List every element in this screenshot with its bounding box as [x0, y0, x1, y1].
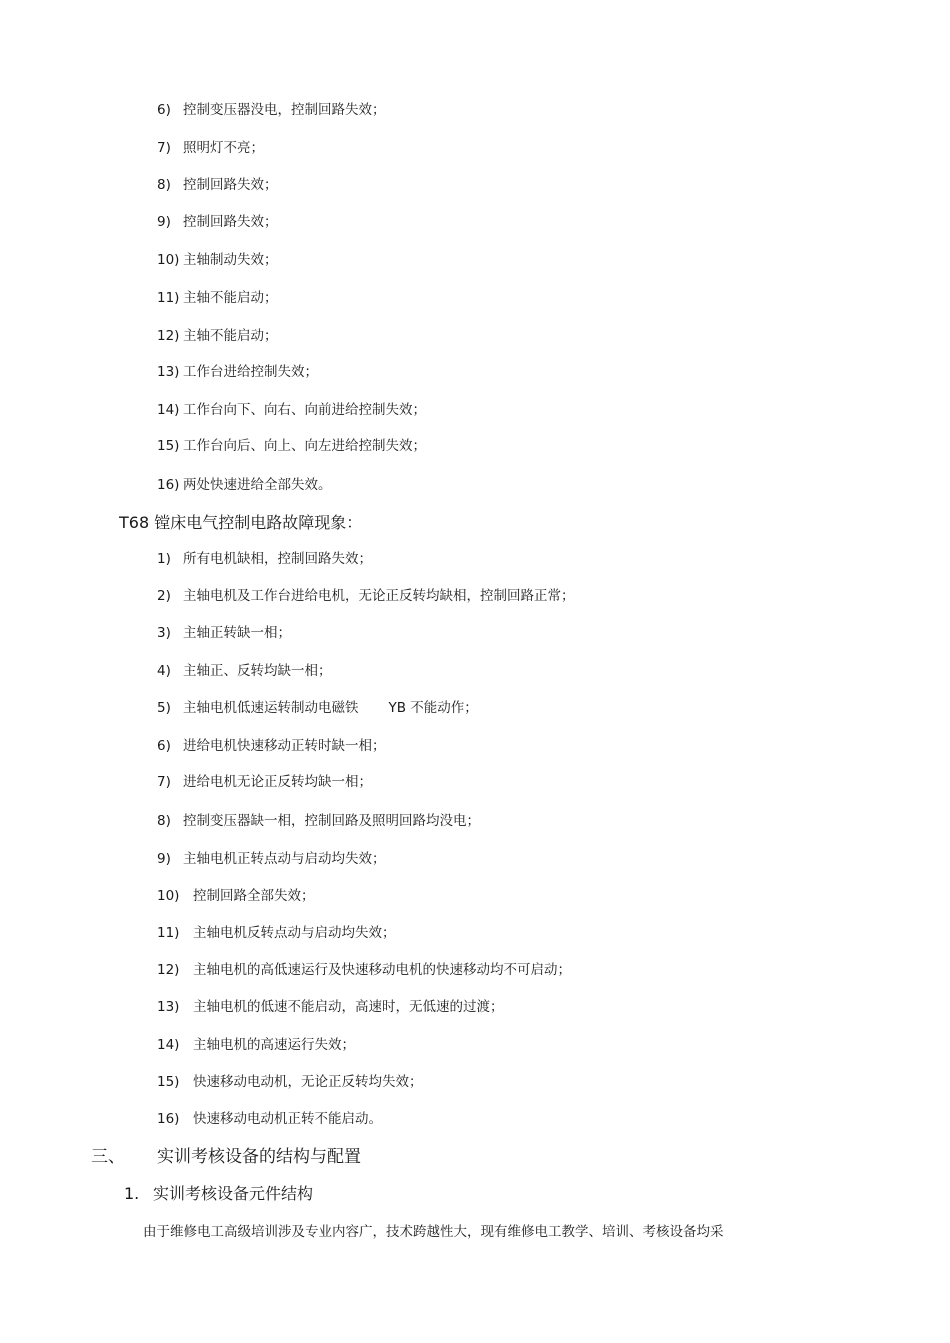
item-text: 主轴电机低速运转制动电磁铁 — [183, 700, 359, 716]
item-text: 主轴不能启动； — [183, 328, 278, 344]
item-text: 控制回路失效； — [183, 177, 278, 193]
item-number: 14) — [157, 1037, 180, 1053]
item-text: 控制变压器缺一相，控制回路及照明回路均没电； — [183, 813, 480, 829]
item-number: 13) — [157, 364, 180, 380]
section-title: 实训考核设备的结构与配置 — [157, 1147, 361, 1167]
item-number: 10) — [157, 888, 180, 904]
item-text: 主轴电机反转点动与启动均失效； — [193, 925, 396, 941]
list-item — [157, 476, 332, 494]
section-heading: T68 镗床电气控制电路故障现象： — [119, 513, 363, 532]
list-item — [157, 812, 480, 830]
list-item — [157, 289, 278, 307]
list-item — [157, 1110, 382, 1128]
item-number: 10) — [157, 252, 180, 268]
list-item — [157, 437, 426, 455]
list-item — [157, 363, 318, 381]
item-number: 3) — [157, 625, 171, 641]
list-item — [157, 737, 386, 755]
subsection-heading — [124, 1185, 313, 1203]
list-item — [157, 101, 386, 119]
item-text: 主轴电机的高速运行失效； — [193, 1037, 355, 1053]
list-item — [157, 624, 291, 642]
item-number: 15) — [157, 438, 180, 454]
item-number: 9) — [157, 214, 171, 230]
item-number: 12) — [157, 328, 180, 344]
item-number: 14) — [157, 402, 180, 418]
item-text: 主轴正、反转均缺一相； — [183, 663, 332, 679]
item-text-extra: YB 不能动作； — [388, 700, 478, 716]
item-text: 快速移动电动机，无论正反转均失效； — [193, 1074, 423, 1090]
item-number: 12) — [157, 962, 180, 978]
item-text: 主轴电机的高低速运行及快速移动电机的快速移动均不可启动； — [193, 962, 571, 978]
item-text: 照明灯不亮； — [183, 140, 264, 156]
item-number: 2) — [157, 588, 171, 604]
item-number: 4) — [157, 663, 171, 679]
item-number: 1) — [157, 551, 171, 567]
item-number: 11) — [157, 290, 180, 306]
paragraph: 由于维修电工高级培训涉及专业内容广，技术跨越性大，现有维修电工教学、培训、考核设备均采 — [143, 1224, 724, 1240]
item-number: 6) — [157, 738, 171, 754]
list-item — [157, 550, 372, 568]
item-text: 控制变压器没电，控制回路失效； — [183, 102, 386, 118]
item-text: 快速移动电动机正转不能启动。 — [193, 1111, 382, 1127]
item-text: 控制回路全部失效； — [193, 888, 315, 904]
item-text: 主轴电机正转点动与启动均失效； — [183, 851, 386, 867]
list-item — [157, 401, 426, 419]
list-item — [157, 176, 278, 194]
item-number: 13) — [157, 999, 180, 1015]
item-text: 主轴制动失效； — [183, 252, 278, 268]
list-item — [157, 773, 372, 791]
item-number: 16) — [157, 477, 180, 493]
item-text: 进给电机无论正反转均缺一相； — [183, 774, 372, 790]
section-heading — [91, 1148, 361, 1166]
list-item — [157, 587, 575, 605]
item-number: 6) — [157, 102, 171, 118]
list-item — [157, 139, 264, 157]
list-item — [157, 961, 571, 979]
list-item — [157, 924, 396, 942]
item-text: 主轴不能启动； — [183, 290, 278, 306]
item-text: 进给电机快速移动正转时缺一相； — [183, 738, 386, 754]
item-number: 15) — [157, 1074, 180, 1090]
item-text: 主轴电机的低速不能启动，高速时，无低速的过渡； — [193, 999, 504, 1015]
item-text: 主轴正转缺一相； — [183, 625, 291, 641]
item-number: 16) — [157, 1111, 180, 1127]
item-text: 工作台进给控制失效； — [183, 364, 318, 380]
item-number: 8) — [157, 177, 171, 193]
item-text: 所有电机缺相，控制回路失效； — [183, 551, 372, 567]
item-number: 5) — [157, 700, 171, 716]
item-text: 工作台向下、向右、向前进给控制失效； — [183, 402, 426, 418]
list-item — [157, 1036, 355, 1054]
subsection-number: 1. — [124, 1184, 140, 1203]
section-number: 三、 — [91, 1147, 125, 1167]
item-number: 7) — [157, 140, 171, 156]
item-number: 9) — [157, 851, 171, 867]
item-number: 7) — [157, 774, 171, 790]
list-item — [157, 327, 278, 345]
list-item — [157, 699, 478, 717]
item-text: 两处快速进给全部失效。 — [183, 477, 332, 493]
list-item — [157, 662, 332, 680]
list-item — [157, 1073, 423, 1091]
item-number: 8) — [157, 813, 171, 829]
item-text: 主轴电机及工作台进给电机，无论正反转均缺相，控制回路正常； — [183, 588, 575, 604]
list-item — [157, 887, 315, 905]
list-item — [157, 850, 386, 868]
list-item — [157, 251, 278, 269]
subsection-title: 实训考核设备元件结构 — [153, 1184, 314, 1203]
item-text: 控制回路失效； — [183, 214, 278, 230]
item-text: 工作台向后、向上、向左进给控制失效； — [183, 438, 426, 454]
item-number: 11) — [157, 925, 180, 941]
list-item — [157, 213, 278, 231]
list-item — [157, 998, 504, 1016]
